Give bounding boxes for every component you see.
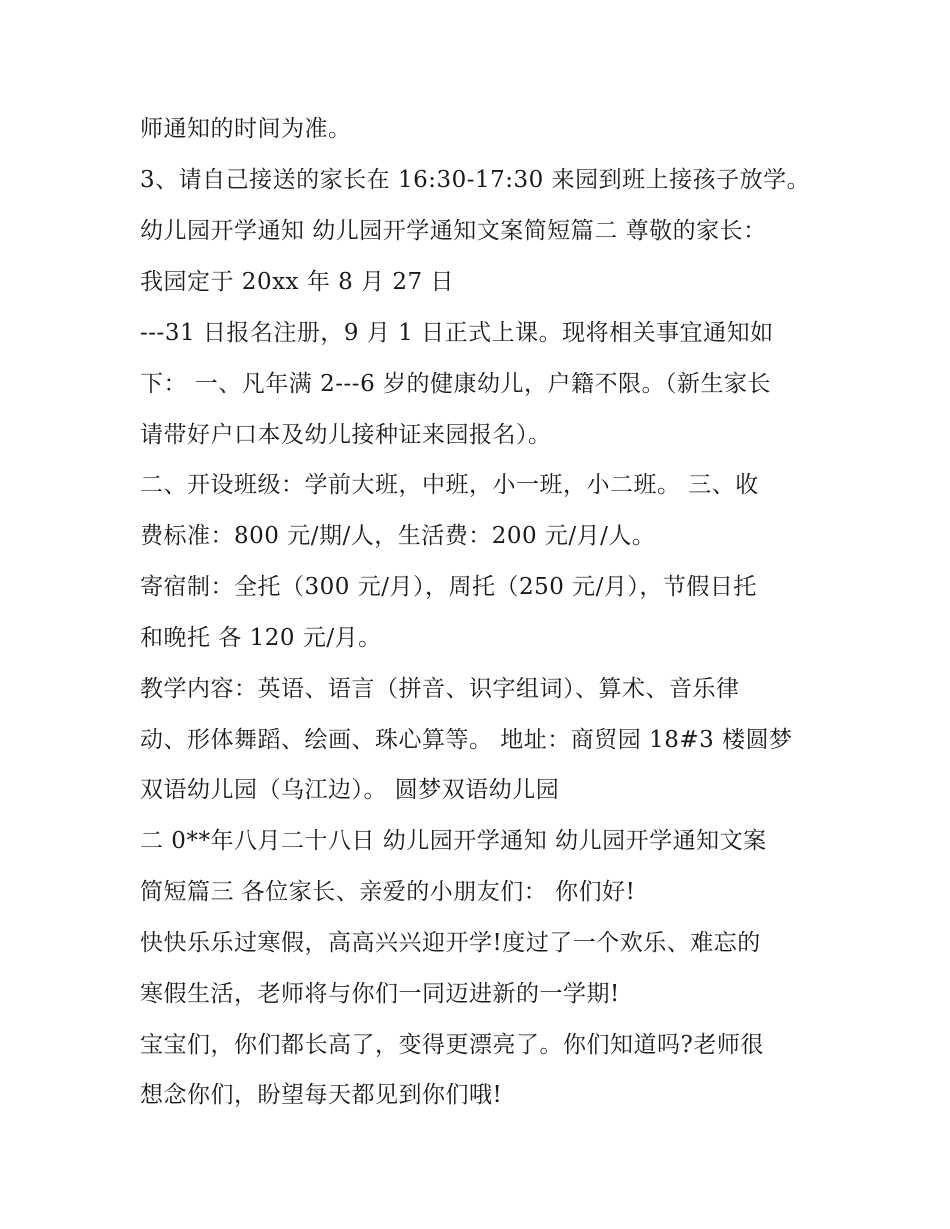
text-line: 动、形体舞蹈、绘画、珠心算等。 地址：商贸园 18#3 楼圆梦	[140, 727, 793, 753]
text-line: 宝宝们，你们都长高了，变得更漂亮了。你们知道吗?老师很	[140, 1032, 764, 1058]
text-line: ---31 日报名注册，9 月 1 日正式上课。现将相关事宜通知如	[140, 320, 774, 346]
text-line: 二、开设班级：学前大班，中班，小一班，小二班。 三、收	[140, 472, 759, 498]
text-line: 双语幼儿园（乌江边）。 圆梦双语幼儿园	[140, 777, 560, 803]
text-line: 费标准：800 元/期/人，生活费：200 元/月/人。	[140, 523, 656, 549]
text-line: 快快乐乐过寒假，高高兴兴迎开学!度过了一个欢乐、难忘的	[140, 930, 761, 956]
text-line: 寒假生活，老师将与你们一同迈进新的一学期!	[140, 981, 620, 1007]
text-line: 二 0**年八月二十八日 幼儿园开学通知 幼儿园开学通知文案	[140, 828, 767, 854]
text-line: 寄宿制：全托（300 元/月），周托（250 元/月），节假日托	[140, 574, 757, 600]
text-line: 3、请自己接送的家长在 16:30-17:30 来园到班上接孩子放学。	[140, 167, 811, 193]
text-line: 请带好户口本及幼儿接种证来园报名）。	[140, 422, 552, 448]
text-line: 我园定于 20xx 年 8 月 27 日	[140, 269, 454, 295]
text-line: 下： 一、凡年满 2---6 岁的健康幼儿，户籍不限。（新生家长	[140, 371, 772, 397]
text-line: 教学内容：英语、语言（拼音、识字组词）、算术、音乐律	[140, 676, 740, 702]
text-line: 幼儿园开学通知 幼儿园开学通知文案简短篇二 尊敬的家长：	[140, 218, 767, 244]
text-line: 简短篇三 各位家长、亲爱的小朋友们： 你们好!	[140, 879, 636, 905]
text-line: 想念你们，盼望每天都见到你们哦!	[140, 1082, 503, 1108]
text-line: 和晚托 各 120 元/月。	[140, 625, 382, 651]
text-line: 师通知的时间为准。	[140, 116, 352, 142]
